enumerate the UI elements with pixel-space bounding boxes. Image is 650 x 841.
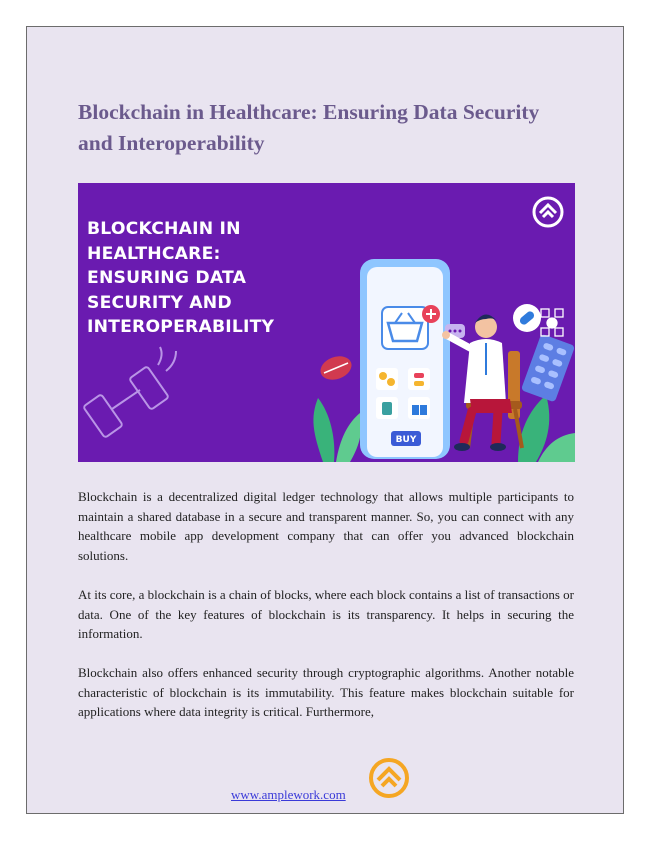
hero-banner <box>78 183 575 462</box>
blockchain-network-icon <box>541 309 563 336</box>
healthcare-app-illustration <box>78 183 575 462</box>
amplework-footer-logo-icon <box>367 756 411 800</box>
document-title: Blockchain in Healthcare: Ensuring Data Security and Interoperability <box>78 100 540 155</box>
doctor-figure <box>442 314 512 451</box>
buy-label: BUY <box>395 435 417 445</box>
plant-left-icon <box>313 398 334 462</box>
banner-heading-line: INTEROPERABILITY <box>87 317 275 337</box>
banner-heading-line: BLOCKCHAIN IN <box>87 219 241 239</box>
banner-heading-line: ENSURING DATA <box>87 268 247 288</box>
paragraph-core: At its core, a blockchain is a chain of blocks, where each block contains a list of transactions or data. One of the key features of blockchain is its transparency. It helps in securing the information. <box>78 587 575 641</box>
paragraph-intro: Blockchain is a decentralized digital ledger technology that allows multiple participants to maintain a shared database in a secure and transparent manner. So, you can connect with any healthcare mobile app development company that can offer you advanced blockchain solutions. <box>78 489 574 563</box>
paragraph-security: Blockchain also offers enhanced security through cryptographic algorithms. Another notable characteristic of blockchain is its immutability. This feature makes blockchain suitable for applications where data integrity is critical. Furthermore, <box>78 665 574 719</box>
website-link[interactable]: www.amplework.com <box>231 787 346 802</box>
banner-heading-line: SECURITY AND <box>87 292 232 313</box>
phone-mockup <box>360 259 450 459</box>
banner-heading-line: HEALTHCARE: <box>87 243 221 264</box>
dumbbell-icon <box>83 347 176 438</box>
medicine-pack-icon <box>521 334 575 403</box>
document-page <box>26 26 624 814</box>
